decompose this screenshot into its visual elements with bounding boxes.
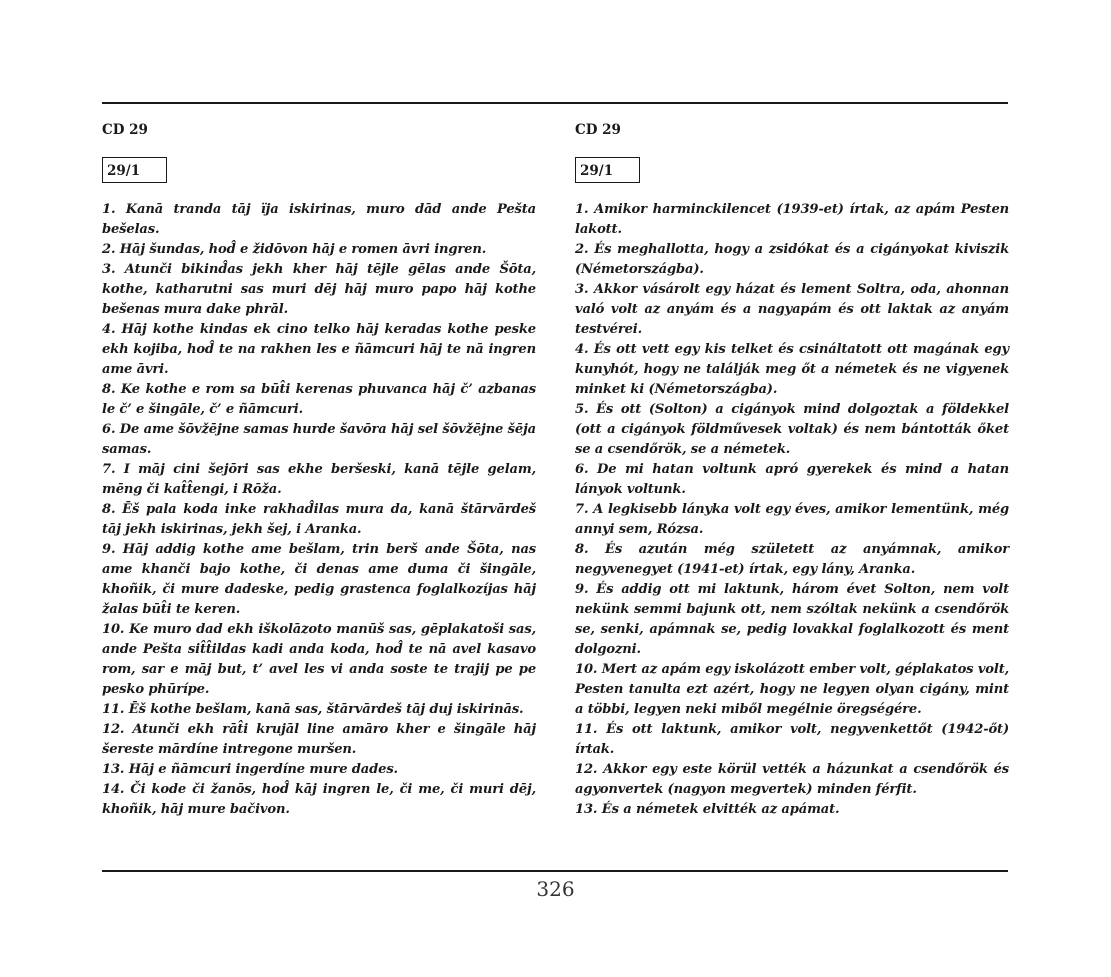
paragraph: 7. A legkisebb lányka volt egy éves, amikor lementünk, még annyi sem, Rózsa. [575,502,1009,537]
paragraph: 1. Amikor harminckilencet (1939-et) írtak, az apám Pesten lakott. [575,202,1009,237]
paragraph: 10. Ke muro dad ekh iškolāzoto manūš sas, gēplakatoši sas, ande Pešta sit̂t̂ildas kadi anda koda, hod̂ te nā avel kasavo rom, sar e māj but, t’ avel les vi anda soste te trajij pe pe pesko phūrípe. [102,622,536,697]
right-column-hungarian [575,120,1009,820]
paragraph: 6. De ame šōvžējne samas hurde šavōra hāj sel šōvžējne šēja samas. [102,422,536,457]
track-number-box: 29/1 [575,157,640,183]
paragraph: 11. És ott laktunk, amikor volt, negyvenkettőt (1942-őt) írtak. [575,722,1009,757]
paragraph: 11. Ēš kothe bešlam, kanā sas, štārvārdeš tāj duj iskirinās. [102,702,524,717]
top-rule [102,102,1008,104]
paragraph: 4. És ott vett egy kis telket és csináltatott ott magának egy kunyhót, hogy ne találják meg őt a németek és ne vigyenek minket ki (Németországba). [575,342,1009,397]
paragraph: 9. És addig ott mi laktunk, három évet Solton, nem volt nekünk semmi bajunk ott, nem szóltak nekünk a csendőrök se, senki, apámnak se, pedig lovakkal foglalkozott és ment dolgozni. [575,582,1009,657]
cd-label: CD 29 [102,122,148,138]
paragraph: 6. De mi hatan voltunk apró gyerekek és mind a hatan lányok voltunk. [575,462,1009,497]
left-column-romani [102,120,536,820]
paragraph: 8. Ēš pala koda inke rakhad̂ilas mura da, kanā štārvārdeš tāj jekh iskirinas, jekh šej, i Aranka. [102,502,536,537]
paragraph: 9. Hāj addig kothe ame bešlam, trin berš ande Šōta, nas ame khanči bajo kothe, či denas ame duma či šingāle, khoñik, či mure dadeske, pedig grastenca foglalkozíjas hāj žalas būt̂i te keren. [102,542,536,617]
paragraph: 4. Hāj kothe kindas ek cino telko hāj keradas kothe peske ekh kojiba, hod̂ te na rakhen les e ñāmcuri hāj te nā ingren ame āvri. [102,322,536,377]
paragraph: 3. Akkor vásárolt egy házat és lement Soltra, oda, ahonnan való volt az anyám és a nagyapám és ott laktak az anyám testvérei. [575,282,1009,337]
paragraph: 2. És meghallotta, hogy a zsidókat és a cigányokat kiviszik (Németországba). [575,242,1009,277]
paragraph: 8. Ke kothe e rom sa būt̂i kerenas phuvanca hāj č’ azbanas le č’ e šingāle, č’ e ñāmcuri. [102,382,536,417]
paragraph: 2. Hāj šundas, hod̂ e židōvon hāj e romen āvri ingren. [102,242,487,257]
paragraph: 3. Atunči bikind̂as jekh kher hāj tējle gēlas ande Šōta, kothe, katharutni sas muri dēj hāj muro papo hāj kothe bešenas mura dake phrāl. [102,262,536,317]
paragraph: 10. Mert az apám egy iskolázott ember volt, géplakatos volt, Pesten tanulta ezt azért, hogy ne legyen olyan cigány, mint a többi, legyen neki miből megélnie öregségére. [575,662,1009,717]
paragraph: 13. És a németek elvitték az apámat. [575,802,840,817]
paragraph-list [575,200,1009,820]
cd-label: CD 29 [575,122,621,138]
paragraph: 14. Či kode či žanōs, hod̂ kāj ingren le, či me, či muri dēj, khoñik, hāj mure bačivon. [102,782,536,817]
paragraph: 12. Atunči ekh rāt̂i krujāl line amāro kher e šingāle hāj šereste mārdíne intregone muršen. [102,722,536,757]
paragraph: 8. És azután még született az anyámnak, amikor negyvenegyet (1941-et) írtak, egy lány, Aranka. [575,542,1009,577]
bottom-rule [102,870,1008,872]
paragraph: 7. I māj cini šejōri sas ekhe beršeski, kanā tējle gelam, mēng či kat̂t̂engi, i Rōža. [102,462,536,497]
track-number-box: 29/1 [102,157,167,183]
paragraph-list [102,200,536,820]
page-number: 326 [536,877,575,901]
paragraph: 13. Hāj e ñāmcuri ingerdíne mure dades. [102,762,398,777]
paragraph: 1. Kanā tranda tāj ïja iskirinas, muro dād ande Pešta bešelas. [102,202,536,237]
paragraph: 5. És ott (Solton) a cigányok mind dolgoztak a földekkel (ott a cigányok földművesek voltak) és nem bántották őket se a csendőrök, se a németek. [575,402,1009,457]
paragraph: 12. Akkor egy este körül vették a házunkat a csendőrök és agyonvertek (nagyon megvertek) minden férfit. [575,762,1009,797]
